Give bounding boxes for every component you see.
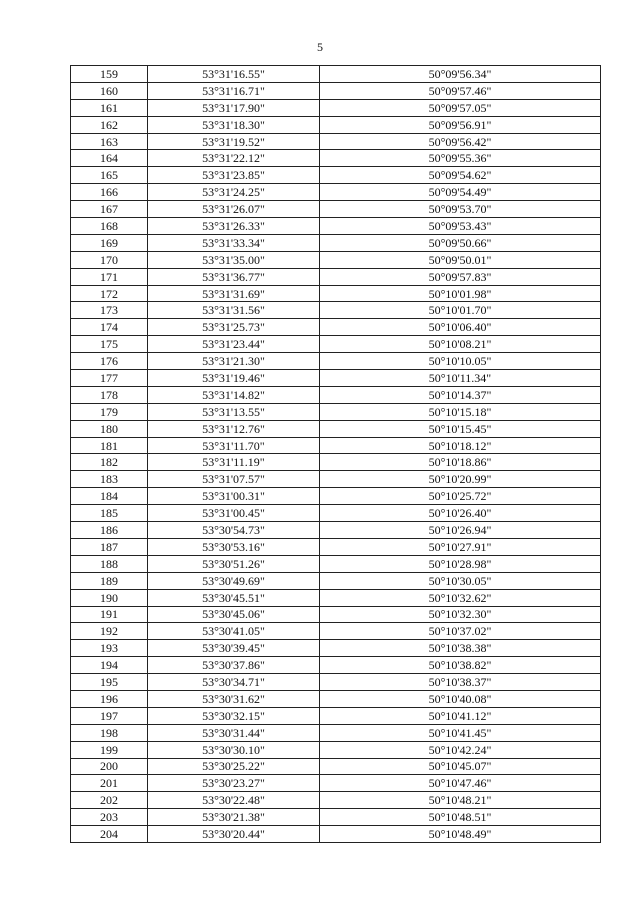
longitude-cell: 50°10'14.37" — [320, 386, 601, 403]
table-row — [71, 589, 601, 606]
latitude-cell: 53°31'31.56" — [148, 302, 320, 319]
point-number-cell: 178 — [71, 386, 148, 403]
longitude-cell: 50°09'56.34" — [320, 66, 601, 83]
point-number-cell: 191 — [71, 606, 148, 623]
point-number-cell: 173 — [71, 302, 148, 319]
point-number-cell: 176 — [71, 353, 148, 370]
latitude-cell: 53°30'32.15" — [148, 707, 320, 724]
longitude-cell: 50°10'15.45" — [320, 420, 601, 437]
longitude-cell: 50°10'32.62" — [320, 589, 601, 606]
table-row — [71, 606, 601, 623]
table-row — [71, 386, 601, 403]
longitude-cell: 50°10'47.46" — [320, 775, 601, 792]
longitude-cell: 50°10'18.12" — [320, 437, 601, 454]
table-row — [71, 218, 601, 235]
point-number-cell: 185 — [71, 505, 148, 522]
point-number-cell: 179 — [71, 403, 148, 420]
longitude-cell: 50°09'50.01" — [320, 251, 601, 268]
table-row — [71, 505, 601, 522]
table-row — [71, 302, 601, 319]
latitude-cell: 53°31'00.45" — [148, 505, 320, 522]
table-row — [71, 741, 601, 758]
latitude-cell: 53°31'26.33" — [148, 218, 320, 235]
table-row — [71, 657, 601, 674]
point-number-cell: 181 — [71, 437, 148, 454]
point-number-cell: 165 — [71, 167, 148, 184]
latitude-cell: 53°30'22.48" — [148, 792, 320, 809]
longitude-cell: 50°10'37.02" — [320, 623, 601, 640]
page-number: 5 — [317, 40, 323, 54]
point-number-cell: 202 — [71, 792, 148, 809]
point-number-cell: 171 — [71, 268, 148, 285]
latitude-cell: 53°31'36.77" — [148, 268, 320, 285]
longitude-cell: 50°09'50.66" — [320, 234, 601, 251]
table-row — [71, 775, 601, 792]
latitude-cell: 53°31'31.69" — [148, 285, 320, 302]
point-number-cell: 180 — [71, 420, 148, 437]
longitude-cell: 50°10'26.40" — [320, 505, 601, 522]
table-row — [71, 420, 601, 437]
longitude-cell: 50°10'42.24" — [320, 741, 601, 758]
table-row — [71, 167, 601, 184]
longitude-cell: 50°10'45.07" — [320, 758, 601, 775]
table-row — [71, 319, 601, 336]
longitude-cell: 50°10'30.05" — [320, 572, 601, 589]
point-number-cell: 192 — [71, 623, 148, 640]
longitude-cell: 50°10'25.72" — [320, 488, 601, 505]
latitude-cell: 53°31'00.31" — [148, 488, 320, 505]
latitude-cell: 53°31'21.30" — [148, 353, 320, 370]
latitude-cell: 53°30'49.69" — [148, 572, 320, 589]
point-number-cell: 159 — [71, 66, 148, 83]
longitude-cell: 50°10'10.05" — [320, 353, 601, 370]
latitude-cell: 53°31'26.07" — [148, 201, 320, 218]
latitude-cell: 53°31'07.57" — [148, 471, 320, 488]
point-number-cell: 168 — [71, 218, 148, 235]
point-number-cell: 194 — [71, 657, 148, 674]
point-number-cell: 169 — [71, 234, 148, 251]
longitude-cell: 50°10'38.82" — [320, 657, 601, 674]
longitude-cell: 50°10'01.70" — [320, 302, 601, 319]
longitude-cell: 50°10'40.08" — [320, 690, 601, 707]
longitude-cell: 50°10'11.34" — [320, 370, 601, 387]
point-number-cell: 160 — [71, 82, 148, 99]
latitude-cell: 53°31'33.34" — [148, 234, 320, 251]
longitude-cell: 50°09'57.83" — [320, 268, 601, 285]
table-row — [71, 454, 601, 471]
point-number-cell: 197 — [71, 707, 148, 724]
point-number-cell: 186 — [71, 522, 148, 539]
longitude-cell: 50°09'54.49" — [320, 184, 601, 201]
table-row — [71, 285, 601, 302]
point-number-cell: 167 — [71, 201, 148, 218]
table-row — [71, 353, 601, 370]
point-number-cell: 174 — [71, 319, 148, 336]
longitude-cell: 50°09'54.62" — [320, 167, 601, 184]
latitude-cell: 53°30'23.27" — [148, 775, 320, 792]
latitude-cell: 53°31'12.76" — [148, 420, 320, 437]
longitude-cell: 50°10'48.21" — [320, 792, 601, 809]
latitude-cell: 53°30'45.06" — [148, 606, 320, 623]
longitude-cell: 50°09'57.05" — [320, 99, 601, 116]
point-number-cell: 177 — [71, 370, 148, 387]
latitude-cell: 53°31'11.70" — [148, 437, 320, 454]
latitude-cell: 53°31'23.85" — [148, 167, 320, 184]
point-number-cell: 187 — [71, 538, 148, 555]
longitude-cell: 50°09'53.43" — [320, 218, 601, 235]
table-row — [71, 724, 601, 741]
longitude-cell: 50°09'57.46" — [320, 82, 601, 99]
longitude-cell: 50°10'38.37" — [320, 674, 601, 691]
latitude-cell: 53°30'41.05" — [148, 623, 320, 640]
longitude-cell: 50°09'55.36" — [320, 150, 601, 167]
longitude-cell: 50°10'18.86" — [320, 454, 601, 471]
table-row — [71, 538, 601, 555]
table-row — [71, 758, 601, 775]
latitude-cell: 53°31'14.82" — [148, 386, 320, 403]
latitude-cell: 53°31'13.55" — [148, 403, 320, 420]
table-row — [71, 522, 601, 539]
point-number-cell: 203 — [71, 809, 148, 826]
longitude-cell: 50°10'28.98" — [320, 555, 601, 572]
longitude-cell: 50°10'41.12" — [320, 707, 601, 724]
point-number-cell: 189 — [71, 572, 148, 589]
longitude-cell: 50°10'08.21" — [320, 336, 601, 353]
table-row — [71, 792, 601, 809]
longitude-cell: 50°10'38.38" — [320, 640, 601, 657]
table-row — [71, 640, 601, 657]
latitude-cell: 53°31'22.12" — [148, 150, 320, 167]
table-row — [71, 150, 601, 167]
coordinates-table-body — [71, 66, 601, 843]
table-row — [71, 623, 601, 640]
latitude-cell: 53°31'17.90" — [148, 99, 320, 116]
table-row — [71, 572, 601, 589]
latitude-cell: 53°31'24.25" — [148, 184, 320, 201]
table-row — [71, 251, 601, 268]
table-row — [71, 201, 601, 218]
table-row — [71, 116, 601, 133]
latitude-cell: 53°30'20.44" — [148, 826, 320, 843]
latitude-cell: 53°30'51.26" — [148, 555, 320, 572]
coordinates-table — [70, 65, 601, 843]
longitude-cell: 50°10'27.91" — [320, 538, 601, 555]
point-number-cell: 170 — [71, 251, 148, 268]
longitude-cell: 50°10'15.18" — [320, 403, 601, 420]
latitude-cell: 53°31'23.44" — [148, 336, 320, 353]
table-row — [71, 370, 601, 387]
latitude-cell: 53°30'25.22" — [148, 758, 320, 775]
table-row — [71, 82, 601, 99]
latitude-cell: 53°31'18.30" — [148, 116, 320, 133]
point-number-cell: 188 — [71, 555, 148, 572]
point-number-cell: 184 — [71, 488, 148, 505]
point-number-cell: 198 — [71, 724, 148, 741]
table-row — [71, 555, 601, 572]
longitude-cell: 50°09'56.91" — [320, 116, 601, 133]
table-row — [71, 437, 601, 454]
longitude-cell: 50°10'26.94" — [320, 522, 601, 539]
latitude-cell: 53°30'45.51" — [148, 589, 320, 606]
table-row — [71, 184, 601, 201]
point-number-cell: 196 — [71, 690, 148, 707]
point-number-cell: 204 — [71, 826, 148, 843]
table-row — [71, 471, 601, 488]
latitude-cell: 53°30'31.62" — [148, 690, 320, 707]
latitude-cell: 53°30'34.71" — [148, 674, 320, 691]
latitude-cell: 53°31'16.71" — [148, 82, 320, 99]
point-number-cell: 163 — [71, 133, 148, 150]
table-row — [71, 66, 601, 83]
point-number-cell: 161 — [71, 99, 148, 116]
latitude-cell: 53°31'35.00" — [148, 251, 320, 268]
latitude-cell: 53°30'31.44" — [148, 724, 320, 741]
point-number-cell: 183 — [71, 471, 148, 488]
table-row — [71, 403, 601, 420]
longitude-cell: 50°09'56.42" — [320, 133, 601, 150]
table-row — [71, 690, 601, 707]
point-number-cell: 201 — [71, 775, 148, 792]
latitude-cell: 53°30'39.45" — [148, 640, 320, 657]
table-row — [71, 826, 601, 843]
table-row — [71, 234, 601, 251]
point-number-cell: 193 — [71, 640, 148, 657]
table-row — [71, 336, 601, 353]
table-row — [71, 674, 601, 691]
table-row — [71, 268, 601, 285]
table-row — [71, 488, 601, 505]
longitude-cell: 50°10'48.51" — [320, 809, 601, 826]
point-number-cell: 190 — [71, 589, 148, 606]
longitude-cell: 50°10'48.49" — [320, 826, 601, 843]
longitude-cell: 50°10'20.99" — [320, 471, 601, 488]
point-number-cell: 182 — [71, 454, 148, 471]
latitude-cell: 53°31'19.46" — [148, 370, 320, 387]
latitude-cell: 53°31'19.52" — [148, 133, 320, 150]
point-number-cell: 175 — [71, 336, 148, 353]
latitude-cell: 53°31'11.19" — [148, 454, 320, 471]
point-number-cell: 166 — [71, 184, 148, 201]
longitude-cell: 50°10'01.98" — [320, 285, 601, 302]
latitude-cell: 53°30'53.16" — [148, 538, 320, 555]
table-row — [71, 707, 601, 724]
point-number-cell: 195 — [71, 674, 148, 691]
latitude-cell: 53°30'37.86" — [148, 657, 320, 674]
point-number-cell: 199 — [71, 741, 148, 758]
longitude-cell: 50°09'53.70" — [320, 201, 601, 218]
point-number-cell: 172 — [71, 285, 148, 302]
table-row — [71, 99, 601, 116]
point-number-cell: 164 — [71, 150, 148, 167]
longitude-cell: 50°10'32.30" — [320, 606, 601, 623]
latitude-cell: 53°31'25.73" — [148, 319, 320, 336]
latitude-cell: 53°30'21.38" — [148, 809, 320, 826]
table-row — [71, 133, 601, 150]
table-row — [71, 809, 601, 826]
latitude-cell: 53°30'54.73" — [148, 522, 320, 539]
latitude-cell: 53°31'16.55" — [148, 66, 320, 83]
longitude-cell: 50°10'06.40" — [320, 319, 601, 336]
point-number-cell: 162 — [71, 116, 148, 133]
longitude-cell: 50°10'41.45" — [320, 724, 601, 741]
latitude-cell: 53°30'30.10" — [148, 741, 320, 758]
point-number-cell: 200 — [71, 758, 148, 775]
